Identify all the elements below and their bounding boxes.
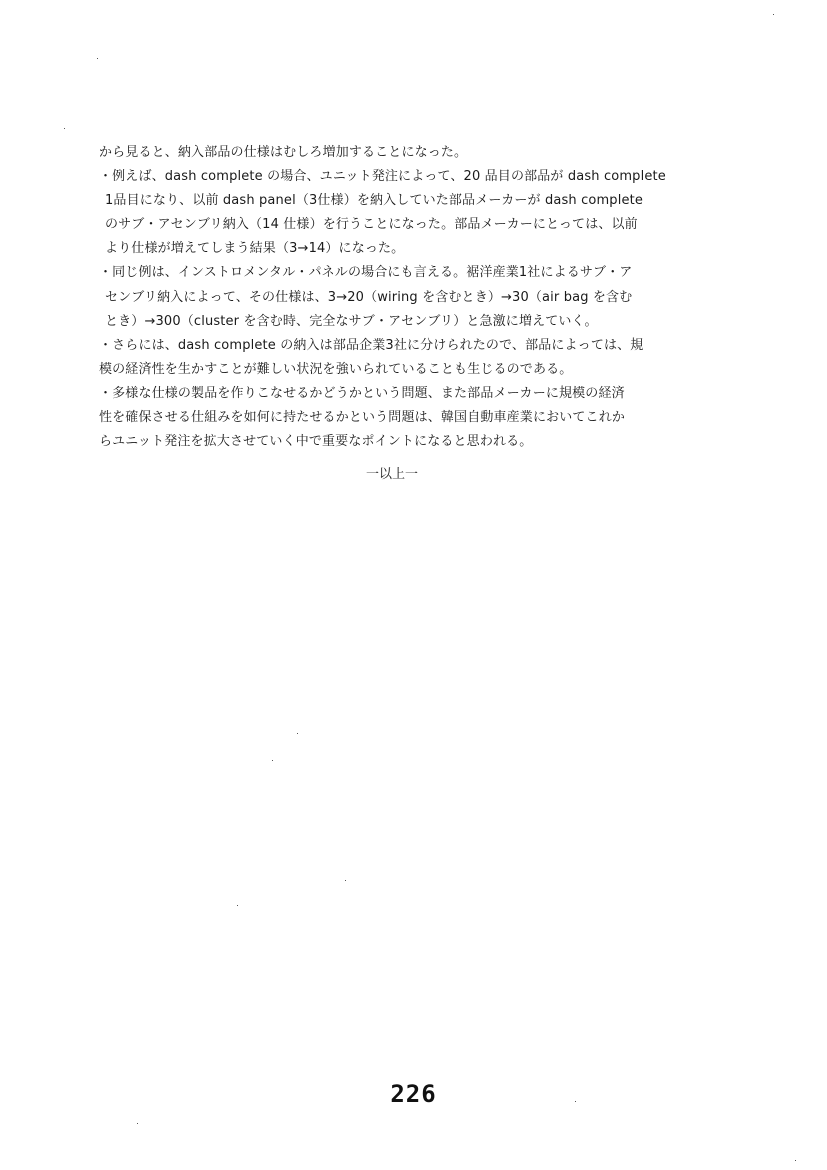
text-line: 1品目になり、以前 dash panel（3仕様）を納入していた部品メーカーが dash complete [105,193,644,209]
scan-speck [272,760,273,761]
text-line: ・さらには、dash complete の納入は部品企業3社に分けられたので、部品によっては、規 [99,337,644,353]
scan-speck [345,880,346,881]
text-line: センブリ納入によって、その仕様は、3→20（wiring を含むとき）→30（air bag を含む [105,289,633,305]
scan-speck [297,733,298,734]
scan-speck [97,58,98,59]
text-line: 性を確保させる仕組みを如何に持たせるかという問題は、韓国自動車産業においてこれか [99,410,626,426]
body-text [99,141,699,454]
text-line: 模の経済性を生かすことが難しい状況を強いられていることも生じるのである。 [99,361,573,377]
page-number: 226 [390,1080,437,1108]
text-line: ・多様な仕様の製品を作りこなせるかどうかという問題、また部品メーカーに規模の経済 [99,385,625,401]
scan-speck [773,14,774,15]
scan-speck [575,1101,576,1102]
text-line: ・例えば、dash complete の場合、ユニット発注によって、20 品目の部品が dash complete [99,169,666,185]
text-line: から見ると、納入部品の仕様はむしろ増加することになった。 [99,145,468,160]
scan-speck [64,128,65,129]
scan-speck [237,905,238,906]
text-line: より仕様が増えてしまう結果（3→14）になった。 [105,241,405,257]
text-line: らユニット発注を拡大させていく中で重要なポイントになると思われる。 [99,434,533,450]
closing-mark: 一以上一 [366,467,419,482]
scan-speck [795,1160,796,1161]
text-line: のサブ・アセンブリ納入（14 仕様）を行うことになった。部品メーカーにとっては、以前 [105,217,638,233]
text-line: ・同じ例は、インストロメンタル・パネルの場合にも言える。裾洋産業1社によるサブ・ア [99,265,633,281]
scan-speck [137,1123,138,1124]
text-line: とき）→300（cluster を含む時、完全なサブ・アセンブリ）と急激に増えていく。 [105,313,598,329]
